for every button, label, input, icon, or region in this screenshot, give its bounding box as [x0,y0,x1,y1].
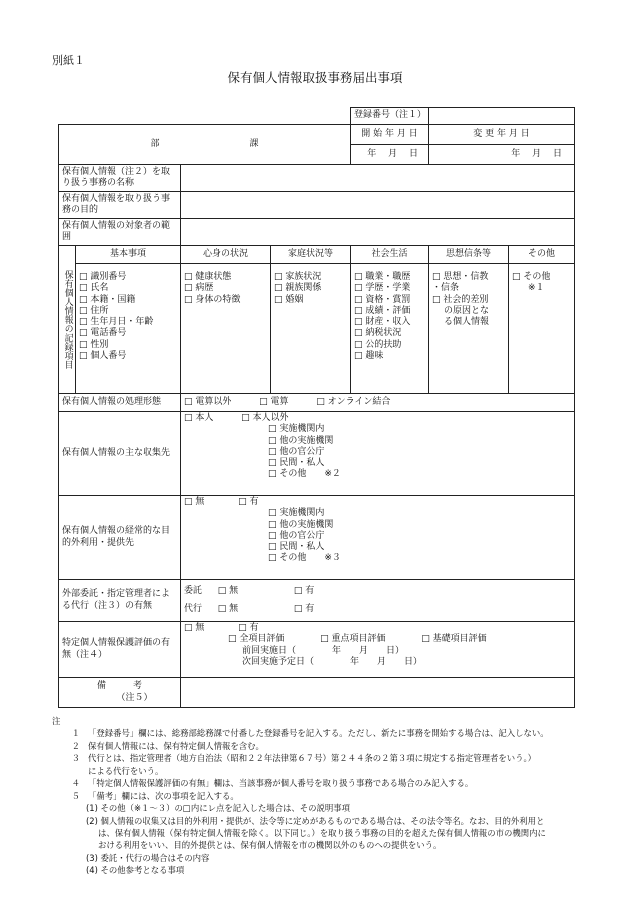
target-scope-field[interactable] [181,219,575,246]
checkbox-item[interactable]: □ 家族状況 [274,272,322,282]
page-title: 保有個人情報取扱事務届出事項 [227,70,403,85]
change-date-label: 変 更 年 月 日 [429,125,575,145]
checkbox-item[interactable]: □ 実施機関内 [268,508,325,519]
agency-label: 代行 [184,604,203,614]
checkbox-item[interactable]: □ 個人番号 [79,350,127,361]
attachment-label: 別紙１ [52,54,85,67]
note-text: 「備考」欄には、次の事項を記入する。 [88,790,239,801]
checkbox-item[interactable]: □ 無 [217,585,239,596]
purpose-label: 保有個人情報を取り扱う事務の目的 [59,192,181,219]
category-social: 社会生活 [351,246,429,264]
checkbox-item[interactable]: □ 健康状態 [184,272,232,282]
checkbox-item[interactable]: □ 全項目評価 [228,634,285,645]
category-family: 家庭状況等 [271,246,351,264]
checkbox-item[interactable]: □ 有 [293,585,315,596]
checkbox-item[interactable]: □ 身体の特徴 [184,294,241,305]
mind-body-items [181,264,271,394]
checkbox-item[interactable]: □ 職業・職歴 [354,272,411,282]
checkbox-item[interactable]: □ 病歴 [184,283,214,294]
category-mind-body: 心身の状況 [181,246,271,264]
start-date-label: 開 始 年 月 日 [351,125,429,145]
checkbox-item[interactable]: □ その他 [512,272,551,282]
note-sub: (3) 委託・代行の場合はその内容 [86,852,210,863]
registration-form-table [58,107,575,708]
note-text: 代行とは、指定管理者（地方自治法（昭和２２年法律第６７号）第２４４条の２第３項に規定する指定管理者をいう。） [88,753,537,764]
note-sub: (4) その他参考となる事項 [86,865,185,876]
note-text: 「登録番号」欄には、総務部総務課で付番した登録番号を記入する。ただし、新たに事務を開始する場合は、記入しない。 [88,728,549,739]
checkbox-item[interactable]: □ 性別 [79,339,109,350]
checkbox-item[interactable]: □ 基礎項目評価 [421,634,487,645]
record-items-label: 保有個人情報の記録項目 [59,246,76,394]
checkbox-item-cont: の原因とな [444,305,490,316]
category-other: その他 [509,246,575,264]
checkbox-item[interactable]: □ 実施機関内 [268,424,325,435]
checkbox-item[interactable]: □ 本籍・国籍 [79,294,136,305]
checkbox-item[interactable]: □ 電算 [259,396,289,407]
checkbox-item[interactable]: □ 電話番号 [79,328,127,339]
outsourcing-label: 外部委託・指定管理者による代行（注３）の有無 [59,580,181,622]
checkbox-item[interactable]: □ 公的扶助 [354,339,402,350]
category-basic: 基本事項 [76,246,181,264]
note-sub: (2) 個人情報の収集又は目的外利用・提供が、法令等に定めがあるものである場合は、その法令等名。なお、目的外利用と [86,815,545,826]
checkbox-item[interactable]: □ その他 ※２ [268,469,341,480]
dept-label: 部 課 [59,125,351,165]
checkbox-item[interactable]: □ 親族関係 [274,283,322,294]
remarks-field[interactable] [181,678,575,708]
checkbox-item[interactable]: □ 社会的差別 [432,294,489,305]
reg-no-field[interactable] [429,108,575,125]
basic-items [76,264,181,394]
outsourcing-options [181,580,575,622]
checkbox-item[interactable]: □ その他 ※３ [268,553,341,564]
commission-label: 委託 [184,585,203,596]
checkbox-item-cont: る個人情報 [444,317,490,327]
checkbox-item[interactable]: □ 納税状況 [354,328,402,339]
remarks-label: 備 考 （注５） [59,678,181,708]
checkbox-item[interactable]: □ 有 [238,497,259,507]
checkbox-item[interactable]: □ 婚姻 [274,294,304,305]
checkbox-item[interactable]: □ 本人 [184,413,214,423]
start-date-field[interactable]: 年 月 日 [351,145,429,165]
checkbox-item[interactable]: □ 思想・信教 [432,272,489,282]
family-items [271,264,351,394]
checkbox-item-cont: ・信条 [432,283,460,294]
other-items [509,264,575,394]
next-eval-date: 次回実施予定日（ 年 月 日） [242,656,423,667]
office-name-field[interactable] [181,165,575,192]
processing-label: 保有個人情報の処理形態 [59,394,181,412]
checkbox-item[interactable]: □ 無 [184,623,205,633]
office-name-label: 保有個人情報（注２）を取り扱う事務の名称 [59,165,181,192]
reg-no-label: 登録番号（注１） [351,108,429,125]
checkbox-item[interactable]: □ 趣味 [354,350,384,361]
checkbox-item[interactable]: □ 他の実施機関 [268,519,334,530]
checkbox-item[interactable]: □ 有 [293,604,315,614]
note-text: による代行をいう。 [88,765,164,776]
note-sub: は、保有個人情報（保有特定個人情報を除く。以下同じ。）を取り扱う事務の目的を超えた保有個人情報の市の機関内に [98,827,546,838]
checkbox-item[interactable]: □ 無 [184,497,205,507]
checkbox-item[interactable]: □ 無 [217,604,239,614]
checkbox-item[interactable]: □ 他の官公庁 [268,530,325,541]
social-items [351,264,429,394]
checkbox-item[interactable]: □ 重点項目評価 [320,634,386,645]
notes-heading: 注 [52,716,61,726]
purpose-field[interactable] [181,192,575,219]
category-belief: 思想信条等 [429,246,509,264]
checkbox-item[interactable]: □ オンライン結合 [316,396,391,407]
checkbox-item[interactable]: □ 学歴・学業 [354,283,411,294]
checkbox-item[interactable]: □ 民間・私人 [268,458,325,468]
checkbox-item[interactable]: □ 有 [238,623,259,633]
note-sub: (1) その他（※１～３）の□内にレ点を記入した場合は、その説明事項 [86,803,350,814]
checkbox-item[interactable]: □ 住所 [79,305,109,316]
collect-from-options [181,412,575,496]
processing-options [181,394,575,412]
last-eval-date: 前回実施日（ 年 月 日） [242,645,405,656]
note-text: 「特定個人情報保護評価の有無」欄は、当該事務が個人番号を取り扱う事務である場合のみ記入する。 [88,778,474,789]
checkbox-item[interactable]: □ 他の官公庁 [268,446,325,457]
checkbox-item[interactable]: □ 成績・評価 [354,305,411,316]
evaluation-options [181,622,575,678]
external-use-options [181,496,575,580]
checkbox-item[interactable]: □ 資格・賞罰 [354,294,411,305]
footnote-mark: ※１ [528,283,545,294]
footnotes: 注 １ 「登録番号」欄には、総務部総務課で付番した登録番号を記入する。ただし、新たに事務を開始する場合は、記入しない。 ２ 保有個人情報には、保有特定個人情報を含む。 ３ 代行とは、指定管理者（地方自治法（昭和２２年法律第６７号）第２４４条の２第３項に規定する指定管理者をいう。） による代行をいう。 ４ 「特定個人情報保護評価の有無」欄は、当該事務が個人番号を取り扱う事務である場合のみ記入する。 ５ 「備考」欄には、次の事項を記入する。 (1) その他（※１～３）の□内にレ点を記入した場合は、その説明事項 (2) 個人情報の収集又は目的外利用・提供が、法令等に定めがあるものである場合は、その法令等名。なお、目的外利用と は、保有個人情報（保有特定個人情報を除く。以下同じ。）を取り扱う事務の目的を超えた保有個人情報の市の機関内に おける利用をいい、目的外提供とは、保有個人情報を市の機関以外のものへの提供をいう。 (3) 委託・代行の場合はその内容 (4) その他参考となる事項 [58,715,578,877]
external-use-label: 保有個人情報の経常的な目的外利用・提供先 [59,496,181,580]
target-scope-label: 保有個人情報の対象者の範囲 [59,219,181,246]
checkbox-item[interactable]: □ 民間・私人 [268,542,325,552]
belief-items [429,264,509,394]
change-date-field[interactable]: 年 月 日 [429,145,575,165]
collect-from-label: 保有個人情報の主な収集先 [59,412,181,496]
checkbox-item[interactable]: □ 財産・収入 [354,317,411,327]
note-sub: おける利用をいい、目的外提供とは、保有個人情報を市の機関以外のものへの提供をいう。 [98,840,442,851]
checkbox-item[interactable]: □ 識別番号 [79,272,127,282]
evaluation-label: 特定個人情報保護評価の有無（注４） [59,622,181,678]
checkbox-item[interactable]: □ 電算以外 [184,396,232,407]
checkbox-item[interactable]: □ 他の実施機関 [268,435,334,446]
checkbox-item[interactable]: □ 生年月日・年齢 [79,317,154,327]
checkbox-item[interactable]: □ 本人以外 [241,413,289,423]
checkbox-item[interactable]: □ 氏名 [79,283,109,294]
note-text: 保有個人情報には、保有特定個人情報を含む。 [88,740,264,751]
